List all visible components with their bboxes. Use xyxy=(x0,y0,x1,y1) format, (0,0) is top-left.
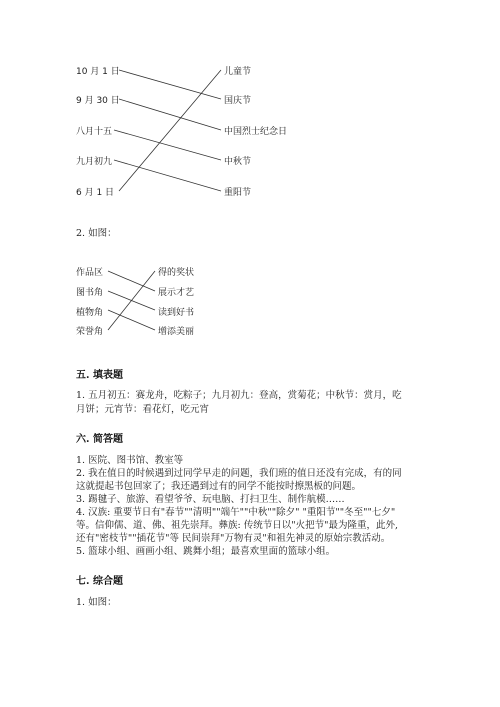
date-label: 10 月 1 日 xyxy=(76,67,120,77)
answer-line: 还有"密枝节""插花节"等 民间崇拜"万物有灵"和祖先神灵的原始宗教活动。 xyxy=(76,533,391,544)
answer-line: 这就提起书包回家了；我还遇到过有的同学不能按时擦黑板的问题。 xyxy=(76,481,362,492)
answer-line: 月饼；元宵节：看花灯，吃元宵 xyxy=(76,404,210,415)
section-heading: 五. 填表题 xyxy=(76,370,123,381)
item-2-label: 2. 如图： xyxy=(76,228,117,239)
purpose-label: 得的奖状 xyxy=(158,268,195,278)
corner-label: 荣誉角 xyxy=(76,327,104,337)
festival-label: 儿童节 xyxy=(224,67,252,77)
section-heading: 六. 简答题 xyxy=(76,434,123,445)
connector-lines xyxy=(0,0,500,350)
date-label: 九月初九 xyxy=(76,157,113,167)
answer-line: 4. 汉族: 重要节日有"春节""清明""端午""中秋""除夕" "重阳节""冬至""七夕" xyxy=(76,507,396,518)
festival-label: 国庆节 xyxy=(224,96,252,106)
date-label: 9 月 30 日 xyxy=(76,96,120,106)
answer-line: 1. 医院、图书馆、教室等 xyxy=(76,455,184,466)
answer-line: 2. 我在值日的时候遇到过同学早走的问题，我们班的值日还没有完成，有的同 xyxy=(76,468,402,479)
answer-line: 1. 如图： xyxy=(76,597,117,608)
date-label: 6 月 1 日 xyxy=(76,188,115,198)
festival-label: 重阳节 xyxy=(224,188,252,198)
purpose-label: 读到好书 xyxy=(158,308,195,318)
purpose-label: 展示才艺 xyxy=(158,288,195,298)
festival-label: 中国烈士纪念日 xyxy=(224,127,288,137)
answer-line: 等。信仰儒、道、佛、祖先崇拜。彝族: 传统节日以"火把节"最为隆重，此外, xyxy=(76,520,398,531)
purpose-label: 增添美丽 xyxy=(158,327,195,337)
answer-line: 3. 踢毽子、旅游、看望爷爷、玩电脑、打扫卫生、制作航模…… xyxy=(76,494,345,505)
date-label: 八月十五 xyxy=(76,127,113,137)
corner-label: 图书角 xyxy=(76,288,104,298)
answer-line: 1. 五月初五：赛龙舟，吃粽子；九月初九：登高，赏菊花；中秋节：赏月，吃 xyxy=(76,390,402,401)
section-heading: 七. 综合题 xyxy=(76,576,123,587)
answer-line: 5. 篮球小组、画画小组、跳舞小组；最喜欢里面的篮球小组。 xyxy=(76,546,336,557)
festival-label: 中秋节 xyxy=(224,157,252,167)
corner-label: 作品区 xyxy=(76,268,104,278)
corner-label: 植物角 xyxy=(76,308,104,318)
